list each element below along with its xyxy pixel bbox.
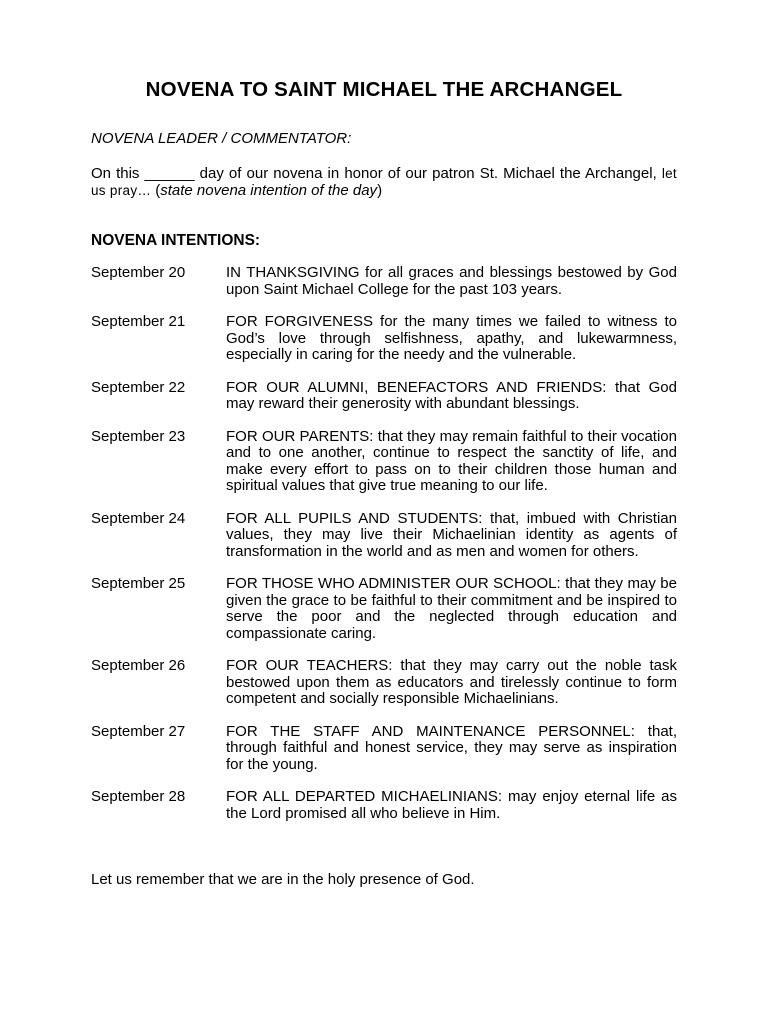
intention-date: September 20	[91, 264, 186, 281]
intro-instruction: state novena intention of the day	[160, 182, 378, 199]
intention-text: FOR FORGIVENESS for the many times we failed to witness to God’s love through selfishness, apathy, and lukewarmness, especially in caring for the needy and the vulnerable.	[226, 313, 677, 363]
intention-text: FOR OUR TEACHERS: that they may carry out the noble task bestowed upon them as educators and tirelessly continue to form competent and socially responsible Michaelinians.	[226, 657, 677, 707]
intention-text: FOR OUR PARENTS: that they may remain faithful to their vocation and to one another, continue to respect the sanctity of life, and make every effort to pass on to their children those human and spiritual values that give true meaning to our life.	[226, 427, 677, 494]
intention-row	[91, 789, 677, 822]
intention-date: September 24	[91, 509, 186, 527]
intention-row	[91, 511, 677, 561]
intention-date: September 28	[91, 788, 186, 805]
intention-date: September 27	[91, 722, 186, 740]
page-title: NOVENA TO SAINT MICHAEL THE ARCHANGEL	[145, 78, 623, 101]
intro-text: On this ______ day of our novena in honor of our patron St. Michael the Archangel,	[91, 165, 662, 182]
intentions-list	[91, 265, 677, 838]
intention-date: September 25	[91, 575, 186, 592]
intentions-heading: NOVENA INTENTIONS:	[91, 232, 261, 249]
intention-date: September 22	[91, 378, 186, 396]
intro-paren-close: )	[377, 182, 383, 199]
intention-text: FOR THOSE WHO ADMINISTER OUR SCHOOL: that they may be given the grace to be faithful to their commitment and be inspired to serve the poor and the neglected through education and compassionate caring.	[226, 575, 677, 642]
intro-paragraph	[91, 165, 677, 199]
intro-let-us-pray: let us pray…	[91, 166, 677, 198]
intention-row	[91, 314, 677, 364]
intention-row	[91, 380, 677, 413]
intro-paren-open: (	[155, 182, 161, 199]
intention-row	[91, 265, 677, 298]
intention-row	[91, 576, 677, 642]
intention-text: FOR THE STAFF AND MAINTENANCE PERSONNEL: that, through faithful and honest service, they may serve as inspiration for the young.	[226, 722, 677, 773]
intention-row	[91, 429, 677, 495]
intention-date: September 26	[91, 657, 186, 674]
intention-text: FOR OUR ALUMNI, BENEFACTORS AND FRIENDS: that God may reward their generosity with abundant blessings.	[226, 378, 677, 412]
intention-text: FOR ALL PUPILS AND STUDENTS: that, imbued with Christian values, they may live their Michaelinian identity as agents of transformation in the world and as men and women for others.	[226, 509, 677, 560]
closing-line: Let us remember that we are in the holy presence of God.	[91, 871, 475, 888]
intention-row	[91, 658, 677, 708]
intention-text: IN THANKSGIVING for all graces and blessings bestowed by God upon Saint Michael College for the past 103 years.	[226, 264, 677, 298]
intention-row	[91, 724, 677, 774]
intention-date: September 23	[91, 427, 186, 445]
intention-date: September 21	[91, 313, 186, 330]
leader-label: NOVENA LEADER / COMMENTATOR:	[91, 130, 352, 147]
intention-text: FOR ALL DEPARTED MICHAELINIANS: may enjoy eternal life as the Lord promised all who believe in Him.	[226, 788, 677, 822]
